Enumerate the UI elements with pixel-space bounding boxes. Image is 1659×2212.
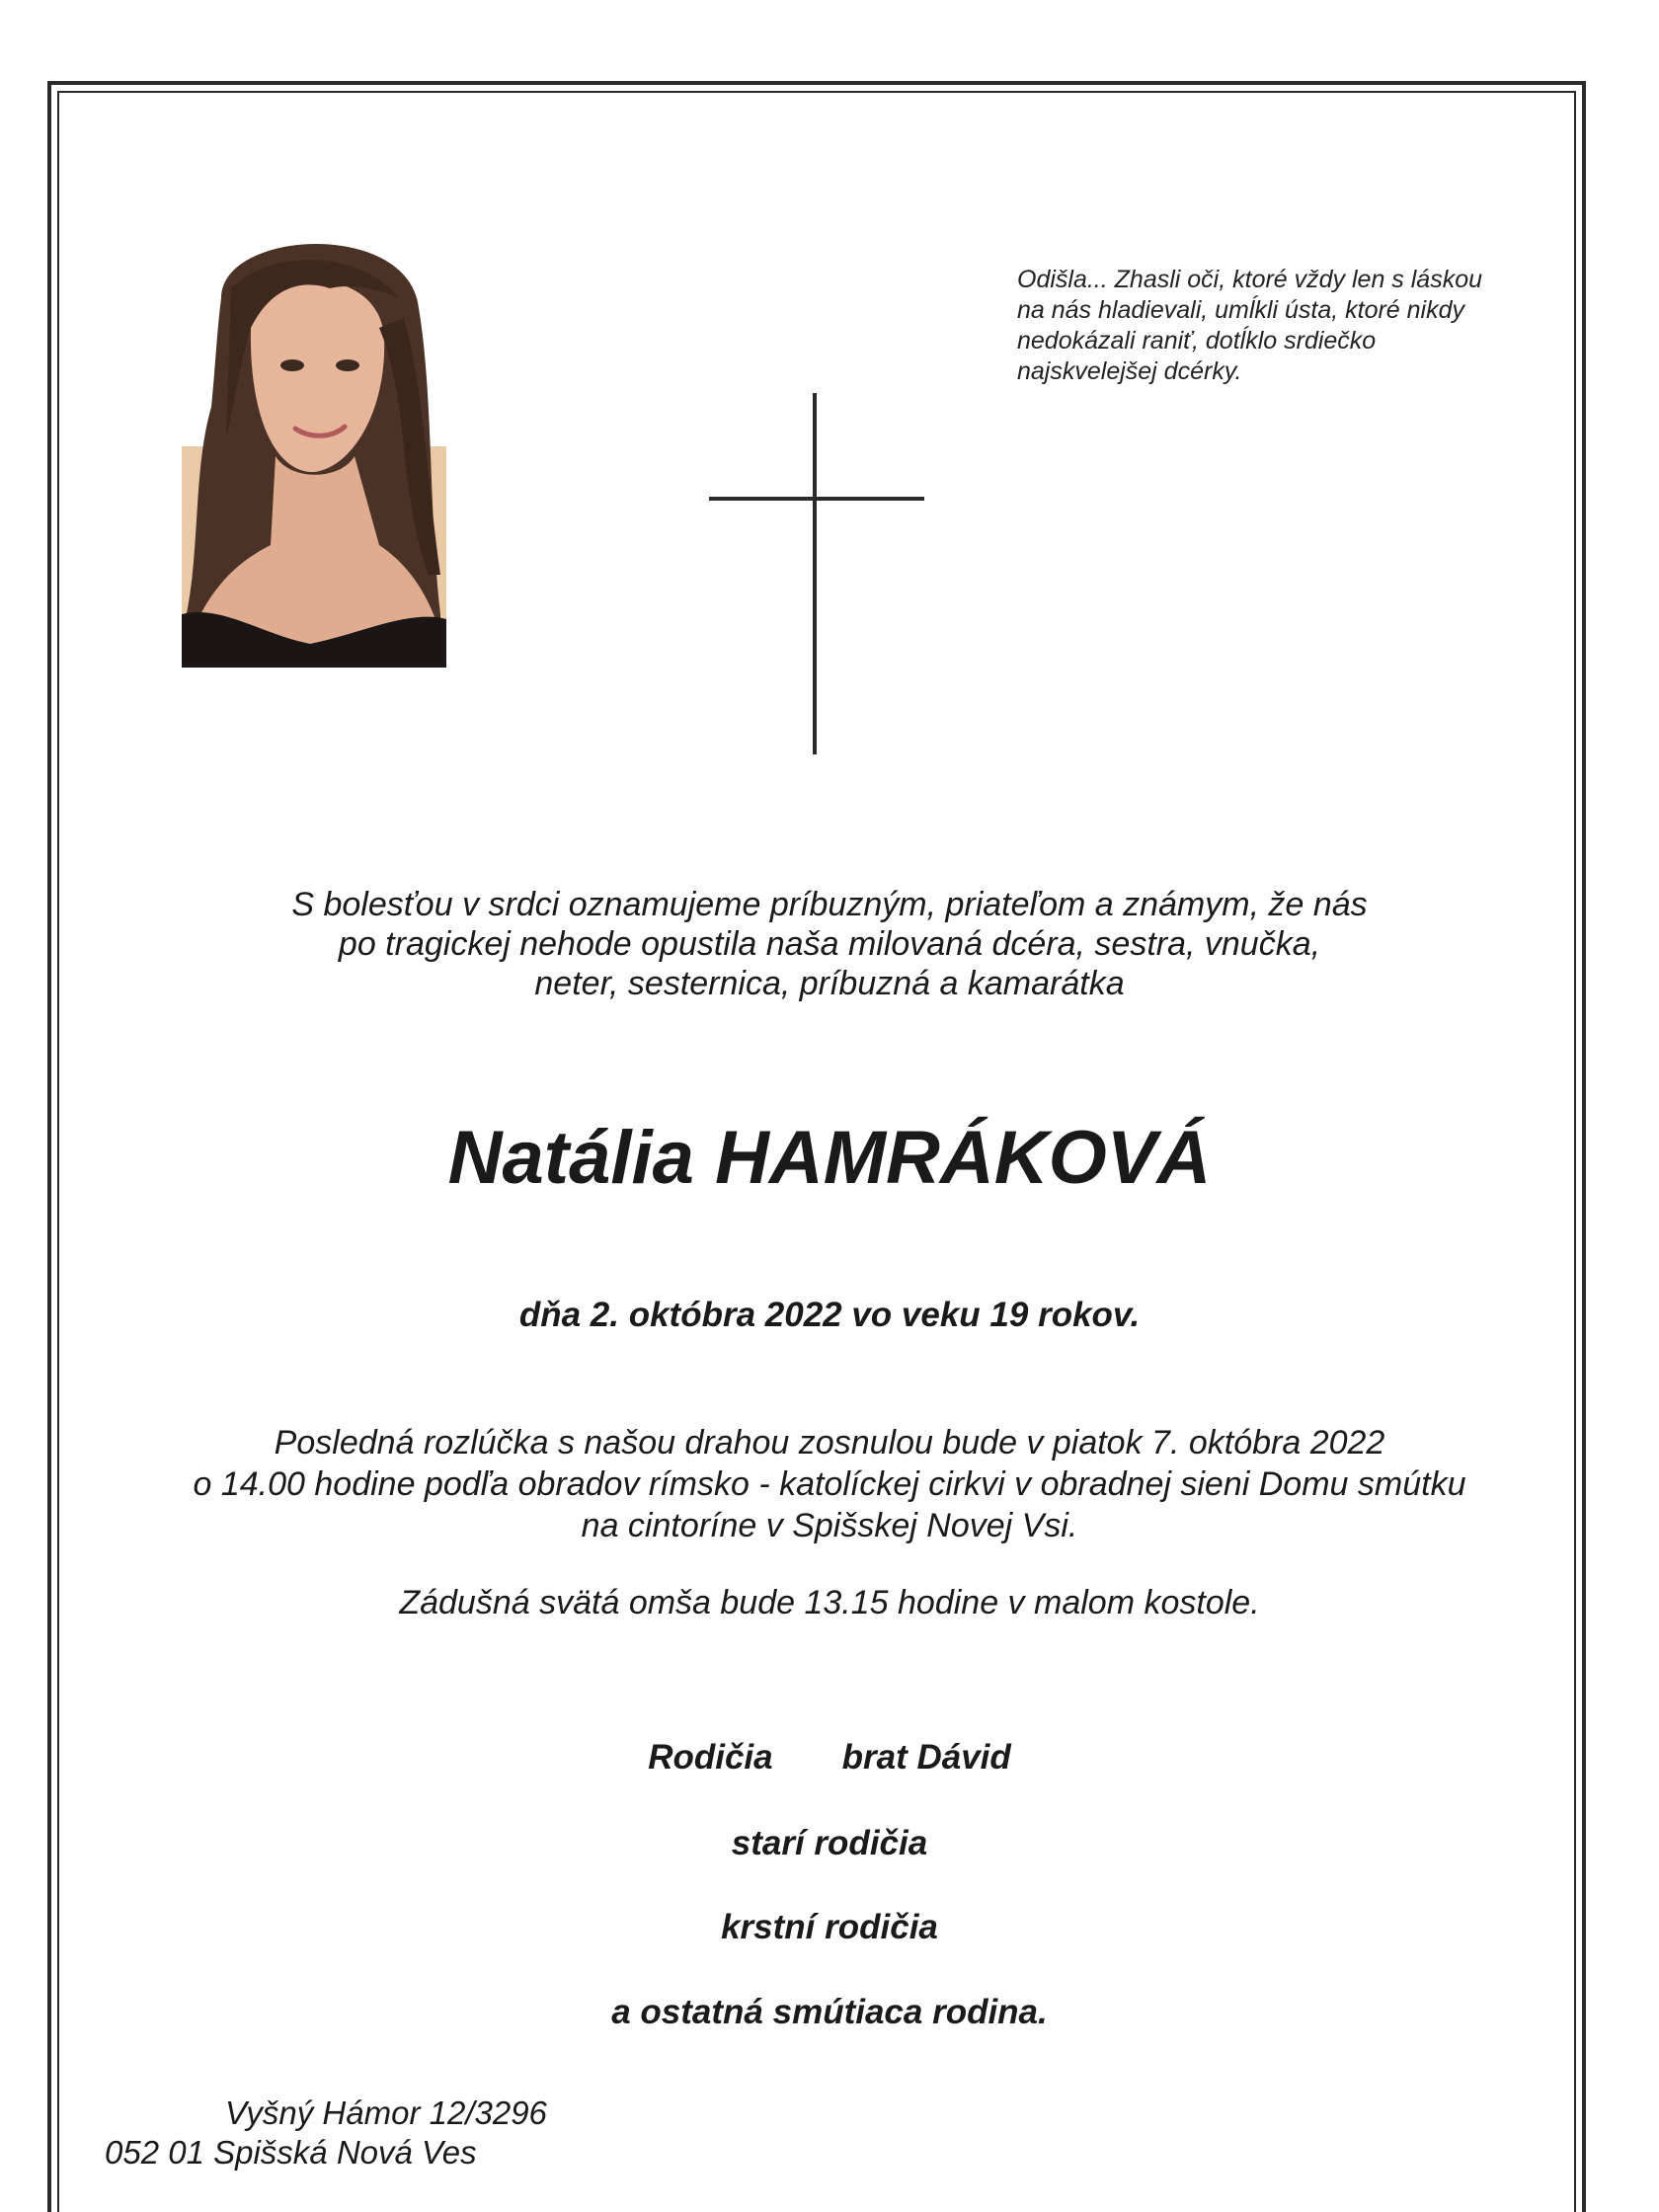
address-line: 052 01 Spišská Nová Ves bbox=[105, 2134, 477, 2171]
announcement-text bbox=[59, 885, 1600, 1003]
quote-line: najskvelejšej dcérky. bbox=[1017, 357, 1242, 385]
quote-line: Odišla... Zhasli oči, ktoré vždy len s láskou bbox=[1017, 266, 1483, 293]
mass-info: Zádušná svätá omša bude 13.15 hodine v malom kostole. bbox=[399, 1584, 1260, 1621]
deceased-name: Natália HAMRÁKOVÁ bbox=[447, 1116, 1212, 1200]
funeral-line: na cintoríne v Spišskej Novej Vsi. bbox=[581, 1507, 1078, 1544]
quote-line: nedokázali raniť, dotĺklo srdiečko bbox=[1017, 327, 1377, 355]
announcement-line: S bolesťou v srdci oznamujeme príbuzným, priateľom a známym, že nás bbox=[291, 886, 1368, 923]
funeral-line: o 14.00 hodine podľa obradov rímsko - katolíckej cirkvi v obradnej sieni Domu smútku bbox=[193, 1465, 1466, 1503]
portrait-photo bbox=[182, 219, 446, 668]
family-parents: Rodičia bbox=[648, 1738, 773, 1777]
family-parents-brother bbox=[59, 1736, 1600, 1779]
cross-horizontal bbox=[709, 497, 924, 501]
family-grandparents: starí rodičia bbox=[731, 1824, 928, 1862]
family-brother: brat Dávid bbox=[841, 1738, 1011, 1777]
cross-vertical bbox=[813, 393, 817, 754]
family-address bbox=[105, 2094, 547, 2172]
death-date: dňa 2. októbra 2022 vo veku 19 rokov. bbox=[518, 1296, 1141, 1334]
announcement-line: neter, sesternica, príbuzná a kamarátka bbox=[534, 965, 1125, 1002]
memorial-quote bbox=[1017, 265, 1570, 387]
address-line: Vyšný Hámor 12/3296 bbox=[225, 2094, 547, 2131]
funeral-info bbox=[59, 1422, 1600, 1546]
funeral-line: Posledná rozlúčka s našou drahou zosnulou bude v piatok 7. októbra 2022 bbox=[274, 1424, 1385, 1462]
family-godparents: krstní rodičia bbox=[721, 1908, 938, 1946]
quote-line: na nás hladievali, umĺkli ústa, ktoré nikdy bbox=[1017, 296, 1465, 324]
family-rest: a ostatná smútiaca rodina. bbox=[611, 1993, 1048, 2031]
announcement-line: po tragickej nehode opustila naša milovaná dcéra, sestra, vnučka, bbox=[338, 925, 1321, 963]
